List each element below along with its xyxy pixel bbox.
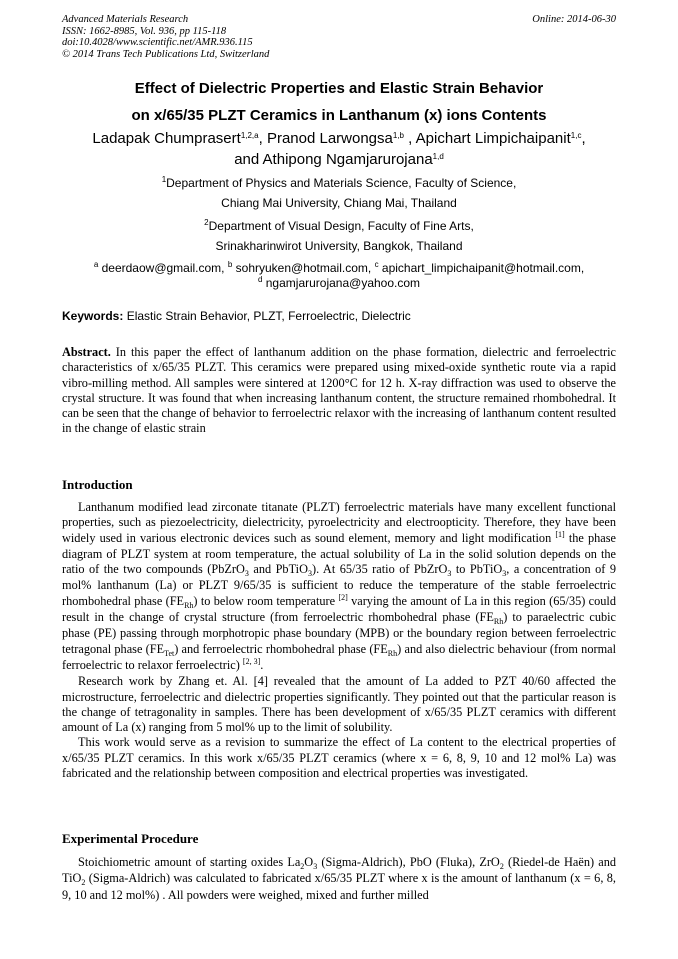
affiliation-mark: 1 xyxy=(161,175,167,184)
citation-ref: [1] xyxy=(555,529,565,539)
affiliation-text: Department of Physics and Materials Science, Faculty of Science, xyxy=(166,176,517,190)
paper-title-line-1: Effect of Dielectric Properties and Elastic Strain Behavior xyxy=(134,80,544,97)
author-name: and Athipong Ngamjarurojana xyxy=(234,151,433,168)
affiliation-1-line-2: Chiang Mai University, Chiang Mai, Thailand xyxy=(221,196,457,210)
email-mark: d xyxy=(257,275,263,284)
journal-copyright: © 2014 Trans Tech Publications Ltd, Switzerland xyxy=(62,48,270,60)
email-address: apichart_limpichaipanit@hotmail.com, xyxy=(378,261,585,275)
email-mark: a xyxy=(93,260,99,269)
keywords-text: Elastic Strain Behavior, PLZT, Ferroelectric, Dielectric xyxy=(123,309,411,323)
author-affiliation-mark: 1,c xyxy=(570,131,582,140)
email-address: deerdaow@gmail.com, xyxy=(98,261,228,275)
keywords-label: Keywords: xyxy=(62,309,124,323)
introduction-paragraph-3: This work would serve as a revision to summarize the effect of La content to the electrical properties of x/65/35 PLZT ceramics. In this work x/65/35 PLZT ceramics (where x = 6, 8, 9, 10 and 12 mol% La) was fabricated and the relationship between composition and electrical properties was investigated. xyxy=(62,735,616,781)
introduction-paragraph-2: Research work by Zhang et. Al. [4] revealed that the amount of La added to PZT 40/60 affected the microstructure, ferroelectric and dielectric properties significantly. They pointed out that the particular reason is the change of tetragonality in samples. There has been development of x/65/35 PLZT ceramics with different amount of La (x) ranging from 5 mol% up to the limit of solubility. xyxy=(62,674,616,735)
citation-ref: [2, 3] xyxy=(242,656,261,666)
introduction-paragraph-1: Lanthanum modified lead zirconate titanate (PLZT) ferroelectric materials have many excellent functional properties, such as piezoelectricity, dielectricity, pyroelectricity and electroopticity. Therefore, they have been widely used in various electronic devices such as sound element, memory and light modification [1] the phase diagram of PLZT system at room temperature, the actual solubility of La in the solid solution depends on the ratio of the two compounds (PbZrO$_3$ and PbTiO$_3$). At 65/35 ratio of PbZrO$_3$ to PbTiO$_3$, a concentration of 9 mol% lanthanum (La) or PLZT 9/65/35 is sufficient to reduce the temperature of the stable ferroelectric rhombohedral phase $(FE_{Rh})$ to below room temperature [2] varying the amount of La in this region (65/35) could result in the change of crystal structure (from ferroelectric rhombohedral phase $(FE_{Rh})$ to paraelectric cubic phase (PE) passing through morphotropic phase boundary (MPB) or the boundary region between ferroelectric tetragonal phase $(FE_{Tet})$ and ferroelectric rhombohedral phase $(FE_{Rh})$ and also dielectric behaviour (from normal ferroelectric to relaxor ferroelectric) [2, 3]. xyxy=(62,500,617,672)
journal-doi: doi:10.4028/www.scientific.net/AMR.936.115 xyxy=(62,37,253,48)
email-mark: c xyxy=(374,260,379,269)
journal-name: Advanced Materials Research xyxy=(62,14,189,25)
author-name: Ladapak Chumprasert xyxy=(92,130,241,147)
author-affiliation-mark: 1,d xyxy=(432,152,444,161)
author-affiliation-mark: 1,b xyxy=(392,131,404,140)
paper-title-line-2: on x/65/35 PLZT Ceramics in Lanthanum (x) ions Contents xyxy=(131,107,547,124)
email-line-2 xyxy=(40,276,638,292)
author-list xyxy=(40,129,638,171)
email-line-1 xyxy=(40,261,638,277)
abstract-paragraph xyxy=(62,345,616,437)
experimental-paragraph-1: Stoichiometric amount of starting oxides $La_2O_3$ (Sigma-Aldrich), PbO (Fluka), ZrO$_2$ (Riedel-de Haën) and TiO$_2$ (Sigma-Aldrich) was calculated to fabricated x/65/35 PLZT where x is the amount of lanthanum (x = 6, 8, 9, 10 and 12 mol%) . All powders were weighed, mixed and further milled xyxy=(62,855,616,902)
keywords xyxy=(62,309,616,323)
affiliation-2-line-1 xyxy=(40,219,638,235)
email-mark: b xyxy=(227,260,233,269)
journal-header xyxy=(62,14,616,60)
affiliation-2-line-2: Srinakharinwirot University, Bangkok, Thailand xyxy=(215,239,463,253)
author-name: , Apichart Limpichaipanit xyxy=(404,130,571,147)
section-heading-experimental: Experimental Procedure xyxy=(62,831,199,846)
affiliation-text: Department of Visual Design, Faculty of Fine Arts, xyxy=(208,219,474,233)
experimental-body xyxy=(62,855,616,903)
abstract-text: In this paper the effect of lanthanum addition on the phase formation, dielectric and ferroelectric characteristics of x/65/35 PLZT. This ceramics were prepared using mixed-oxide synthetic route via a rapid vibro-milling method. All samples were sintered at 1200°C for 12 h. X-ray diffraction was used to observe the crystal structure. It was found that when increasing lanthanum content, the structure remained rhombohedral. It can be seen that the change of behavior to ferroelectric relaxor with the increasing of lanthanum content resulted in the change of elastic strain xyxy=(62,345,616,436)
online-date: Online: 2014-06-30 xyxy=(532,14,616,25)
author-line-1 xyxy=(40,129,638,150)
section-heading-introduction: Introduction xyxy=(62,477,133,492)
affiliation-1-line-1 xyxy=(40,176,638,192)
author-affiliation-mark: 1,2,a xyxy=(240,131,259,140)
author-name: , Pranod Larwongsa xyxy=(258,130,393,147)
abstract xyxy=(62,345,616,437)
citation-ref: [2] xyxy=(338,592,348,602)
affiliation-mark: 2 xyxy=(204,218,209,227)
introduction-body xyxy=(62,500,616,781)
journal-issn: ISSN: 1662-8985, Vol. 936, pp 115-118 xyxy=(62,25,227,37)
email-address: ngamjarurojana@yahoo.com xyxy=(262,276,421,290)
author-line-2 xyxy=(40,150,638,171)
abstract-label: Abstract. xyxy=(62,345,111,359)
author-separator: , xyxy=(581,130,586,147)
email-address: sohryuken@hotmail.com, xyxy=(232,261,375,275)
